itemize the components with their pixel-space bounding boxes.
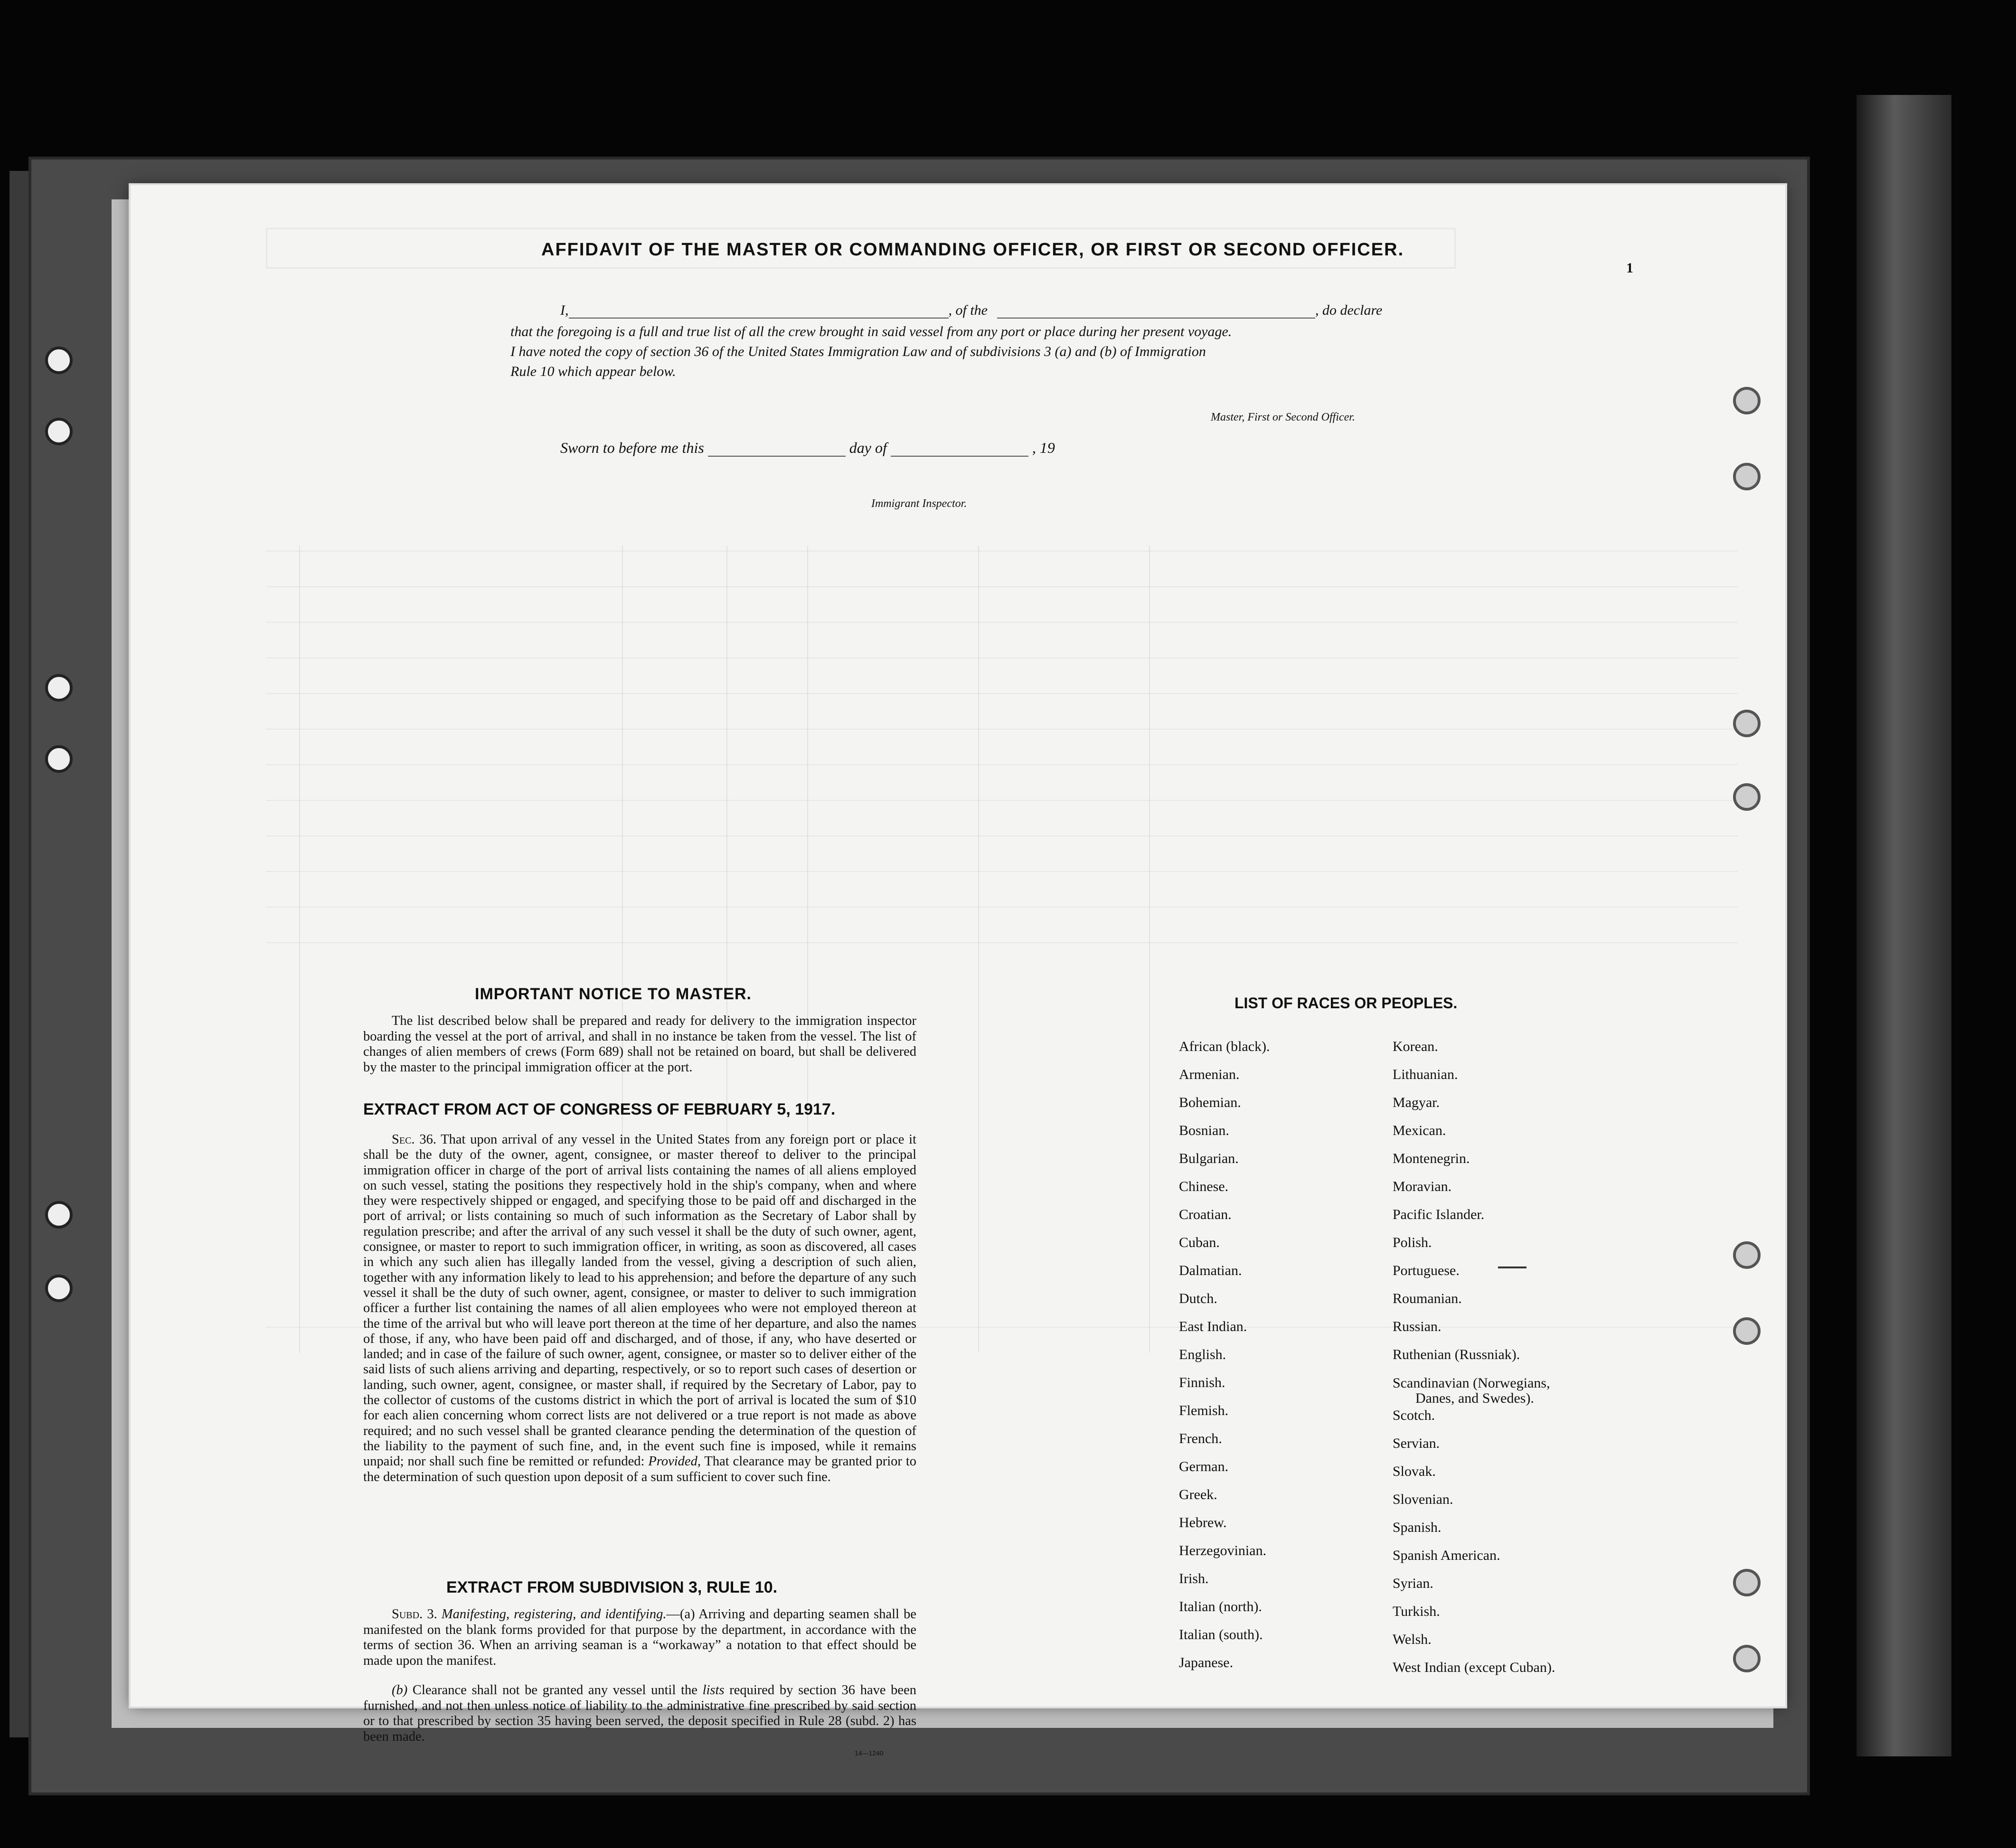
punch-hole [1733,1645,1761,1672]
show-through-line [266,622,1738,623]
show-through-line [266,551,1738,552]
race-item: Finnish. [1179,1375,1225,1390]
race-item: Dutch. [1179,1291,1217,1306]
race-item: Syrian. [1393,1576,1433,1591]
race-item: Welsh. [1393,1632,1432,1647]
race-item: Herzegovinian. [1179,1543,1267,1558]
race-item: Slovak. [1393,1463,1436,1479]
show-through-column [978,546,979,1353]
sworn-date-blank[interactable] [708,456,846,457]
show-through-line [266,871,1738,872]
show-through-line [266,693,1738,694]
race-item: Bulgarian. [1179,1151,1239,1166]
subdivision-a-body: —(a) Arriving and departing seamen shall be manifested on the blank forms provided for that purpose by the department, in accordance with the terms of section 36. When an arriving seaman is a “workaway” a notation to that effect should be made upon the manifest. [363,1607,916,1668]
race-item: East Indian. [1179,1319,1247,1334]
race-item: Croatian. [1179,1207,1232,1222]
subdivision-label: Subd. 3. [392,1607,437,1622]
race-item: English. [1179,1347,1226,1362]
show-through-line [266,586,1738,587]
punch-hole [1733,783,1761,811]
race-item-scandinavian [1393,1376,1555,1408]
race-item: Bosnian. [1179,1123,1229,1138]
race-item: French. [1179,1431,1222,1446]
punch-hole [1733,1569,1761,1596]
subdivision-b-text [363,1683,916,1745]
subdivision-b-body-end: required by section 36 have been furnished, and not then unless notice of liability to the administrative fine prescribed by said section or to that prescribed by section 35 having been served, the deposit specified in Rule 28 (subd. 2) has been made. [363,1683,916,1744]
binder-edge-right [1856,95,1951,1756]
races-heading: LIST OF RACES OR PEOPLES. [1234,994,1458,1012]
declaration-line-2: that the foregoing is a full and true list of all the crew brought in said vessel from any port or place during her present voyage. [510,324,1232,339]
show-through-line [266,800,1738,801]
punch-hole [45,418,73,445]
race-item: Montenegrin. [1393,1151,1470,1166]
section-36-body-end: That clearance may be granted prior to the determination of such question upon deposit of a sum sufficient to cover such fine. [363,1454,917,1484]
race-item: Mexican. [1393,1123,1446,1138]
race-item: German. [1179,1459,1229,1474]
race-item: Pacific Islander. [1393,1207,1485,1222]
affidavit-heading: AFFIDAVIT OF THE MASTER OR COMMANDING OFFICER, OR FIRST OR SECOND OFFICER. [541,240,1404,260]
show-through-column [299,546,300,1353]
subdivision-title: Manifesting, registering, and identifying. [437,1607,667,1622]
declaration-i: I, [560,302,569,318]
declaration-do-declare: , do declare [1315,302,1383,318]
race-item: Polish. [1393,1235,1432,1250]
show-through-column [1149,546,1150,1353]
sworn-prefix: Sworn to before me this [560,439,704,456]
sworn-year: , 19 [1032,439,1055,456]
section-36-body: That upon arrival of any vessel in the United States from any foreign port or place it shall be the duty of the owner, agent, consignee, or master thereof to deliver to the principal immigration officer in charge of the port of arrival lists containing the names of all aliens employed on such vessel, stating the positions they respectively hold in the ship's company, when and where they were respectively shipped or engaged, and specifying those to be paid off and discharged in the port of arrival; or lists containing so much of such information as the Secretary of Labor shall by regulation prescribe; and after the arrival of any such vessel it shall be the duty of such owner, agent, consignee, or master to report to such immigration officer, in writing, as soon as discovered, all cases in which any such alien has illegally landed from the vessel, giving a description of such alien, together with any information likely to lead to his apprehension; and before the departure of any such vessel it shall be the duty of such owner, agent, consignee, or master to deliver to such immigration officer a further list containing the names of all alien employees who were not employed thereon at the time of the arrival but who will leave port thereon at the time of her departure, and also the names of those, if any, who have been paid off and discharged, and of those, if any, who have deserted or landed; and in case of the failure of such owner, agent, consignee, or master so to deliver either of the said lists of such aliens arriving and departing, respectively, or so to report such cases of desertion or landing, such owner, agent, consignee, or master shall, if required by the Secretary of Labor, pay to the collector of customs of the customs district in which the port of arrival is located the sum of $10 for each alien concerning whom correct lists are not delivered or a true report is not made as above required; and no such vessel shall be granted clearance pending the determination of the question of the liability to the payment of such fine, and, in the event such fine is imposed, while it remains unpaid; nor shall such fine be remitted or refunded: [363,1132,916,1469]
show-through-line [266,907,1738,908]
section-label: Sec. 36. [392,1132,436,1147]
punch-hole [1733,1241,1761,1269]
race-item: Dalmatian. [1179,1263,1242,1278]
races-list-right [1393,1040,1555,1689]
race-item: Magyar. [1393,1095,1440,1110]
race-item: Scotch. [1393,1407,1435,1423]
sworn-line [560,439,1055,457]
race-item: Servian. [1393,1435,1440,1451]
punch-hole [1733,463,1761,490]
race-item: Italian (north). [1179,1599,1262,1614]
vessel-name-blank[interactable] [997,318,1315,319]
race-item: Bohemian. [1179,1095,1241,1110]
race-item: Scandinavian (Norwegians, [1393,1375,1550,1391]
punch-hole [1733,387,1761,414]
officer-name-blank[interactable] [569,318,949,319]
race-item: Italian (south). [1179,1627,1263,1642]
race-item: Japanese. [1179,1655,1234,1670]
race-item: Lithuanian. [1393,1067,1458,1082]
inspector-caption: Immigrant Inspector. [871,497,967,510]
race-item: African (black). [1179,1039,1270,1054]
race-item-continued: Danes, and Swedes). [1415,1390,1534,1406]
punch-hole [1733,710,1761,737]
race-item: Slovenian. [1393,1492,1453,1507]
page-number: 1 [1626,260,1633,276]
section-36-text [363,1132,916,1485]
sworn-month-blank[interactable] [891,456,1028,457]
subdivision-b-body: Clearance shall not be granted any vessel until the [407,1683,703,1698]
declaration-line-1 [560,302,1382,319]
race-item: Chinese. [1179,1179,1229,1194]
race-item: Greek. [1179,1487,1217,1502]
show-through-line [266,764,1738,765]
punch-hole [45,1275,73,1302]
declaration-of-the: , of the [948,302,988,318]
sworn-day-of: day of [849,439,887,456]
race-item: Ruthenian (Russniak). [1393,1347,1520,1362]
show-through-line [266,942,1738,943]
race-item: Turkish. [1393,1604,1440,1619]
race-item: Russian. [1393,1319,1441,1334]
race-item: Hebrew. [1179,1515,1227,1530]
provided-word: Provided, [648,1454,701,1469]
race-item: Roumanian. [1393,1291,1462,1306]
race-item: Moravian. [1393,1179,1452,1194]
race-item: Flemish. [1179,1403,1229,1418]
races-list-left [1179,1040,1270,1684]
subdivision-a-text [363,1607,916,1669]
punch-hole [1733,1317,1761,1345]
race-item: Spanish American. [1393,1548,1500,1563]
race-item: West Indian (except Cuban). [1393,1660,1555,1675]
race-item: Irish. [1179,1571,1209,1586]
signature-caption: Master, First or Second Officer. [1211,411,1355,423]
punch-hole [45,347,73,374]
race-item: Portuguese. [1393,1263,1460,1278]
lists-word: lists [702,1683,725,1698]
race-item: Spanish. [1393,1520,1441,1535]
rule-extract-heading: EXTRACT FROM SUBDIVISION 3, RULE 10. [446,1578,778,1596]
act-extract-heading: EXTRACT FROM ACT OF CONGRESS OF FEBRUARY 5, 1917. [363,1100,836,1118]
form-number: 14—1240 [855,1749,884,1757]
race-item: Cuban. [1179,1235,1220,1250]
punch-hole [45,674,73,702]
pen-tick-mark [1498,1266,1526,1268]
notice-body: The list described below shall be prepared and ready for delivery to the immigration inspector boarding the vessel at the port of arrival, and shall in no instance be taken from the vessel. The list of changes of alien members of crews (Form 689) shall not be retained on board, but shall be delivered by the master to the principal immigration officer at the port. [363,1013,916,1075]
race-item: Armenian. [1179,1067,1240,1082]
notice-heading: IMPORTANT NOTICE TO MASTER. [475,985,752,1003]
show-through-line [266,729,1738,730]
subdivision-b-label: (b) [392,1683,408,1698]
show-through-line [266,657,1738,658]
declaration-line-3: I have noted the copy of section 36 of the United States Immigration Law and of subdivisions 3 (a) and (b) of Immigration [510,344,1206,359]
punch-hole [45,1201,73,1229]
race-item: Korean. [1393,1039,1438,1054]
punch-hole [45,745,73,773]
declaration-line-4: Rule 10 which appear below. [510,364,676,379]
show-through-line [266,835,1738,836]
